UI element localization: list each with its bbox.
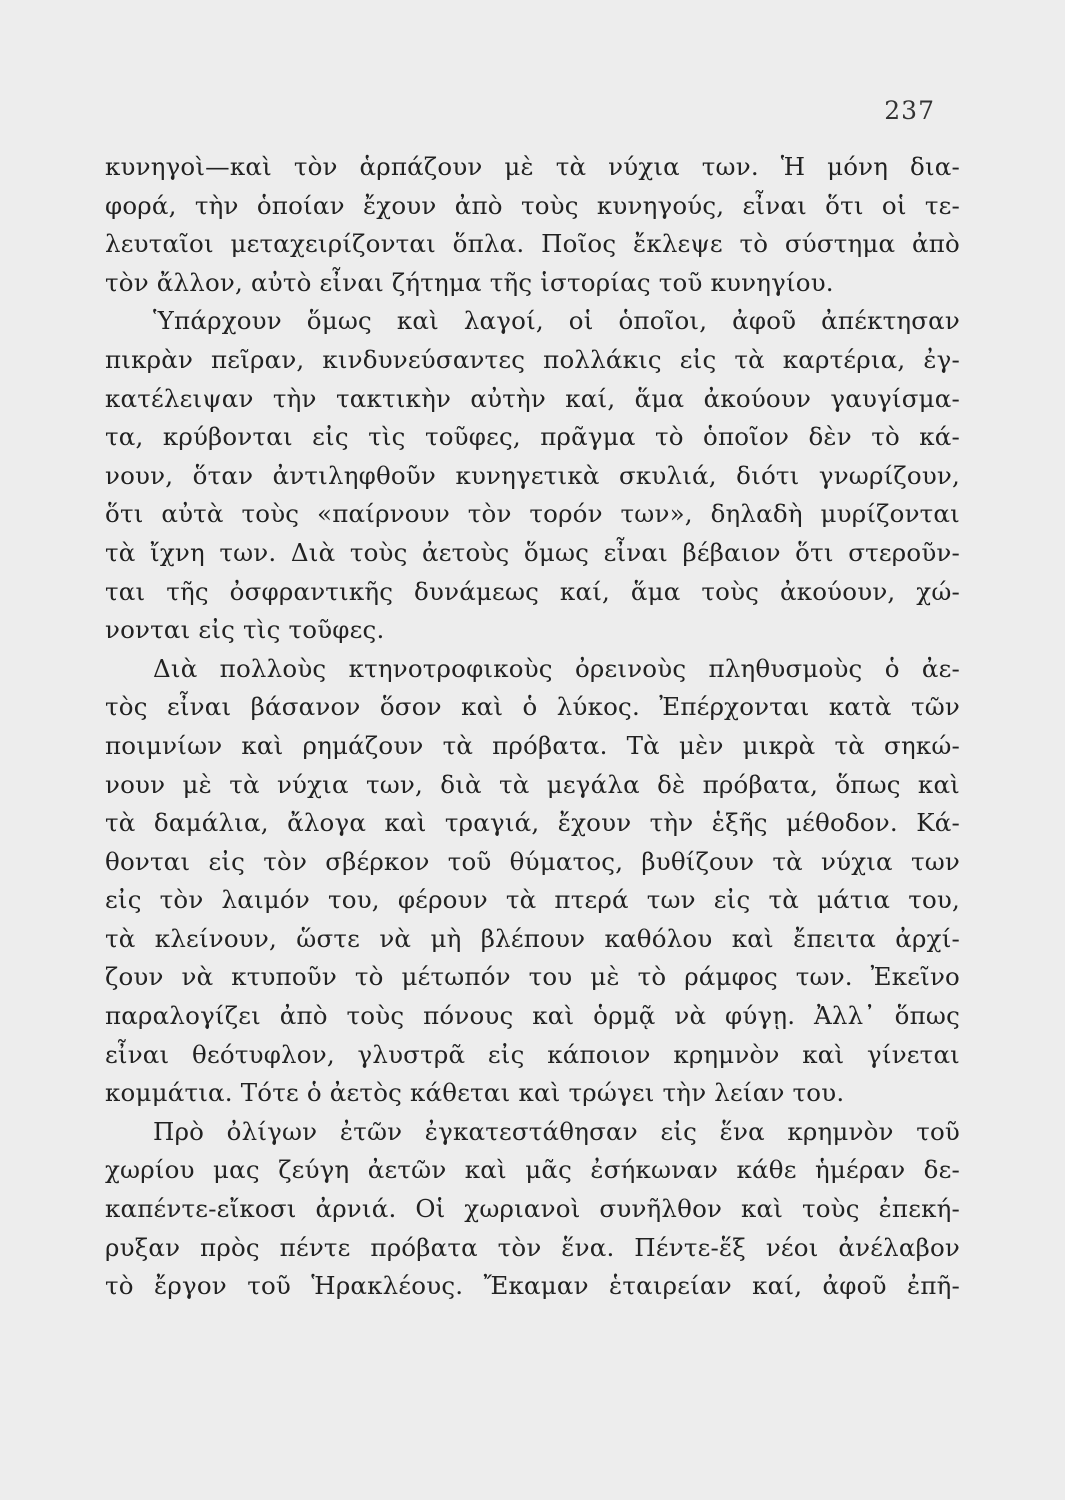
text-line: φορά, τὴν ὁποίαν ἔχουν ἀπὸ τοὺς κυνηγούς, εἶναι ὅτι οἱ τε- bbox=[105, 190, 960, 220]
text-line: θονται εἰς τὸν σβέρκον τοῦ θύματος, βυθίζουν τὰ νύχια των bbox=[105, 846, 960, 876]
text-line: τὰ δαμάλια, ἄλογα καὶ τραγιά, ἔχουν τὴν ἑξῆς μέθοδον. Κά- bbox=[105, 808, 960, 838]
text-line: ποιμνίων καὶ ρημάζουν τὰ πρόβατα. Τὰ μὲν μικρὰ τὰ σηκώ- bbox=[105, 730, 960, 760]
text-line: τὸν ἄλλον, αὐτὸ εἶναι ζήτημα τῆς ἱστορίας τοῦ κυνηγίου. bbox=[105, 267, 834, 297]
text-line: εἰς τὸν λαιμόν του, φέρουν τὰ πτερά των εἰς τὰ μάτια του, bbox=[105, 885, 960, 915]
text-line: λευταῖοι μεταχειρίζονται ὅπλα. Ποῖος ἔκλεψε τὸ σύστημα ἀπὸ bbox=[105, 229, 960, 259]
text-line: ται τῆς ὀσφραντικῆς δυνάμεως καί, ἅμα τοὺς ἀκούουν, χώ- bbox=[105, 576, 960, 606]
page-number: 237 bbox=[884, 96, 935, 125]
text-line: καπέντε-εἴκοσι ἀρνιά. Οἱ χωριανοὶ συνῆλθον καὶ τοὺς ἐπεκή- bbox=[105, 1194, 960, 1224]
text-line: νουν, ὅταν ἀντιληφθοῦν κυνηγετικὰ σκυλιά, διότι γνωρίζουν, bbox=[105, 460, 960, 490]
text-line: νουν μὲ τὰ νύχια των, διὰ τὰ μεγάλα δὲ πρόβατα, ὅπως καὶ bbox=[105, 769, 960, 799]
text-line: κομμάτια. Τότε ὁ ἀετὸς κάθεται καὶ τρώγει τὴν λείαν του. bbox=[105, 1078, 845, 1108]
body-text bbox=[105, 148, 960, 1306]
text-line: τὰ κλείνουν, ὥστε νὰ μὴ βλέπουν καθόλου καὶ ἔπειτα ἀρχί- bbox=[105, 923, 960, 953]
text-line: τὸ ἔργον τοῦ Ἡρακλέους. Ἔκαμαν ἑταιρείαν καί, ἀφοῦ ἐπῆ- bbox=[105, 1271, 960, 1301]
text-line: νονται εἰς τὶς τοῦφες. bbox=[105, 615, 385, 645]
text-line: ζουν νὰ κτυποῦν τὸ μέτωπόν του μὲ τὸ ράμφος των. Ἐκεῖνο bbox=[105, 962, 960, 992]
text-line: κατέλειψαν τὴν τακτικὴν αὐτὴν καί, ἅμα ἀκούουν γαυγίσμα- bbox=[105, 383, 960, 413]
text-line: ρυξαν πρὸς πέντε πρόβατα τὸν ἕνα. Πέντε-ἕξ νέοι ἀνέλαβον bbox=[105, 1232, 960, 1262]
text-line: ὅτι αὐτὰ τοὺς «παίρνουν τὸν τορόν των», δηλαδὴ μυρίζονται bbox=[105, 499, 960, 529]
text-line: τα, κρύβονται εἰς τὶς τοῦφες, πρᾶγμα τὸ ὁποῖον δὲν τὸ κά- bbox=[105, 422, 960, 452]
text-line: πικρὰν πεῖραν, κινδυνεύσαντες πολλάκις εἰς τὰ καρτέρια, ἐγ- bbox=[105, 344, 960, 374]
text-line: παραλογίζει ἀπὸ τοὺς πόνους καὶ ὁρμᾷ νὰ φύγῃ. Ἀλλ᾽ ὅπως bbox=[105, 1001, 960, 1031]
text-line: χωρίου μας ζεύγη ἀετῶν καὶ μᾶς ἐσήκωναν κάθε ἡμέραν δε- bbox=[105, 1155, 960, 1185]
text-line: Ὑπάρχουν ὅμως καὶ λαγοί, οἱ ὁποῖοι, ἀφοῦ ἀπέκτησαν bbox=[153, 306, 960, 336]
text-line: εἶναι θεότυφλον, γλυστρᾶ εἰς κάποιον κρημνὸν καὶ γίνεται bbox=[105, 1039, 960, 1069]
text-line: Διὰ πολλοὺς κτηνοτροφικοὺς ὀρεινοὺς πληθυσμοὺς ὁ ἀε- bbox=[153, 653, 960, 683]
text-line: τὸς εἶναι βάσανον ὅσον καὶ ὁ λύκος. Ἐπέρχονται κατὰ τῶν bbox=[105, 692, 960, 722]
text-line: τὰ ἴχνη των. Διὰ τοὺς ἀετοὺς ὅμως εἶναι βέβαιον ὅτι στεροῦν- bbox=[105, 537, 960, 567]
text-line: Πρὸ ὀλίγων ἐτῶν ἐγκατεστάθησαν εἰς ἕνα κρημνὸν τοῦ bbox=[153, 1116, 960, 1146]
text-line: κυνηγοὶ—καὶ τὸν ἁρπάζουν μὲ τὰ νύχια των. Ἡ μόνη δια- bbox=[105, 152, 960, 181]
